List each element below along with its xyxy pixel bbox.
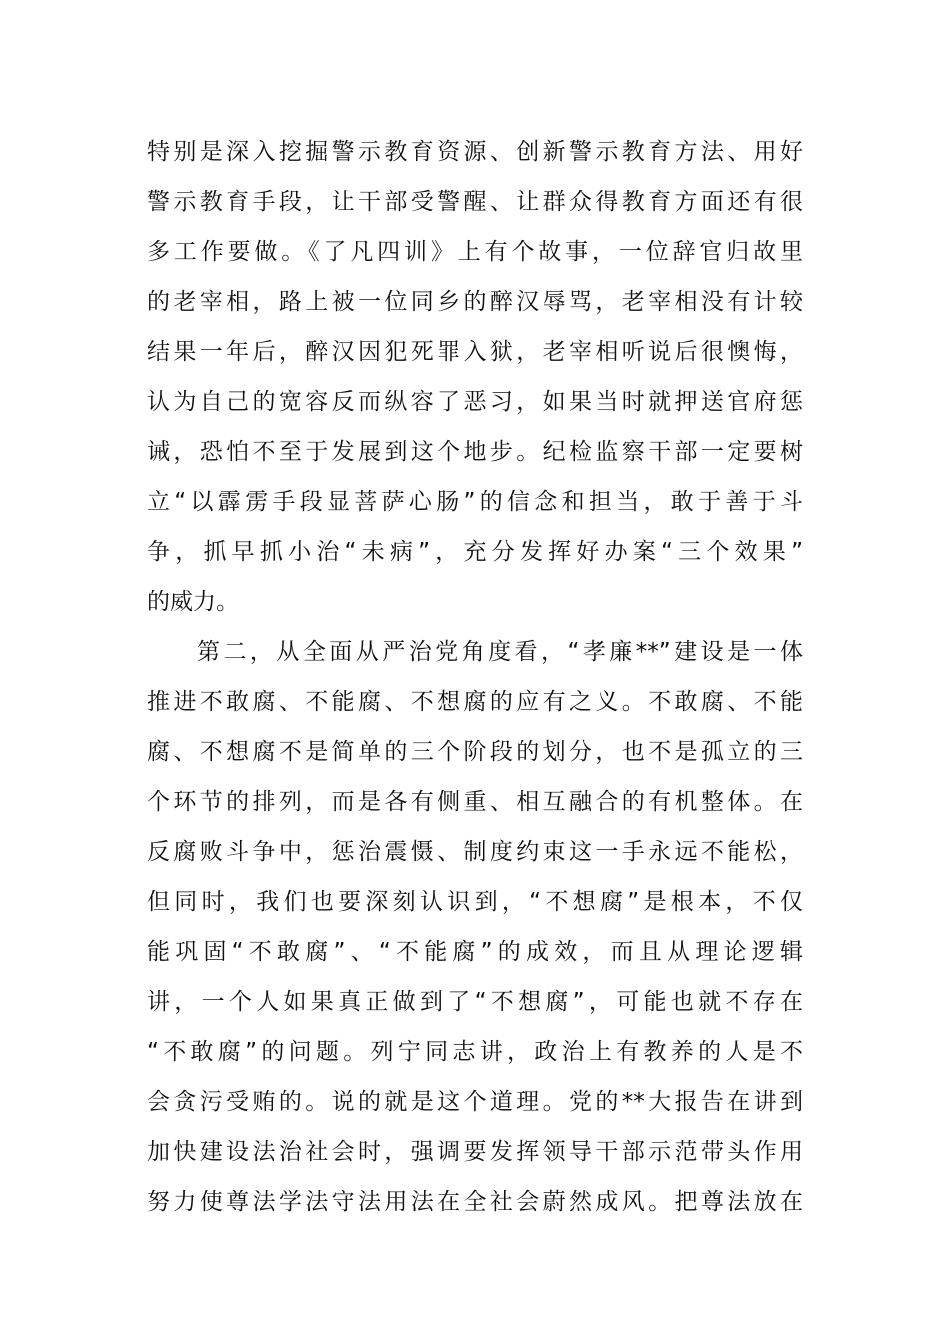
paragraph-1 — [147, 127, 803, 627]
text-line: 个环节的排列，而是各有侧重、相互融合的有机整体。在 — [147, 789, 803, 815]
text-line: 认为自己的宽容反而纵容了恶习，如果当时就押送官府惩 — [147, 389, 803, 415]
text-line: 能巩固“不敢腐”、“不能腐”的成效，而且从理论逻辑 — [147, 939, 803, 965]
document-body — [147, 127, 803, 1227]
text-line: 加快建设法治社会时，强调要发挥领导干部示范带头作用 — [147, 1139, 803, 1165]
text-line: 但同时，我们也要深刻认识到，“不想腐”是根本，不仅 — [147, 889, 803, 915]
text-line: 诫，恐怕不至于发展到这个地步。纪检监察干部一定要树 — [147, 439, 803, 465]
text-line: 警示教育手段，让干部受警醒、让群众得教育方面还有很 — [147, 189, 803, 215]
paragraph-2 — [147, 627, 803, 1227]
text-line: “不敢腐”的问题。列宁同志讲，政治上有教养的人是不 — [147, 1039, 803, 1065]
text-line: 第二，从全面从严治党角度看，“孝廉**”建设是一体 — [197, 639, 803, 665]
text-line: 腐、不想腐不是简单的三个阶段的划分，也不是孤立的三 — [147, 739, 803, 765]
text-line: 推进不敢腐、不能腐、不想腐的应有之义。不敢腐、不能 — [147, 689, 803, 715]
text-line: 的威力。 — [147, 589, 239, 615]
text-line: 努力使尊法学法守法用法在全社会蔚然成风。把尊法放在 — [147, 1189, 803, 1215]
text-line: 争，抓早抓小治“未病”，充分发挥好办案“三个效果” — [147, 539, 803, 565]
text-line: 的老宰相，路上被一位同乡的醉汉辱骂，老宰相没有计较 — [147, 289, 803, 315]
text-line: 反腐败斗争中，惩治震慑、制度约束这一手永远不能松， — [147, 839, 803, 865]
text-line: 特别是深入挖掘警示教育资源、创新警示教育方法、用好 — [147, 139, 803, 165]
text-line: 讲，一个人如果真正做到了“不想腐”，可能也就不存在 — [147, 989, 803, 1015]
text-line: 结果一年后，醉汉因犯死罪入狱，老宰相听说后很懊悔， — [147, 339, 803, 365]
text-line: 立“以霹雳手段显菩萨心肠”的信念和担当，敢于善于斗 — [147, 489, 803, 515]
text-line: 多工作要做。《了凡四训》上有个故事，一位辞官归故里 — [147, 239, 803, 265]
text-line: 会贪污受贿的。说的就是这个道理。党的**大报告在讲到 — [147, 1089, 803, 1115]
